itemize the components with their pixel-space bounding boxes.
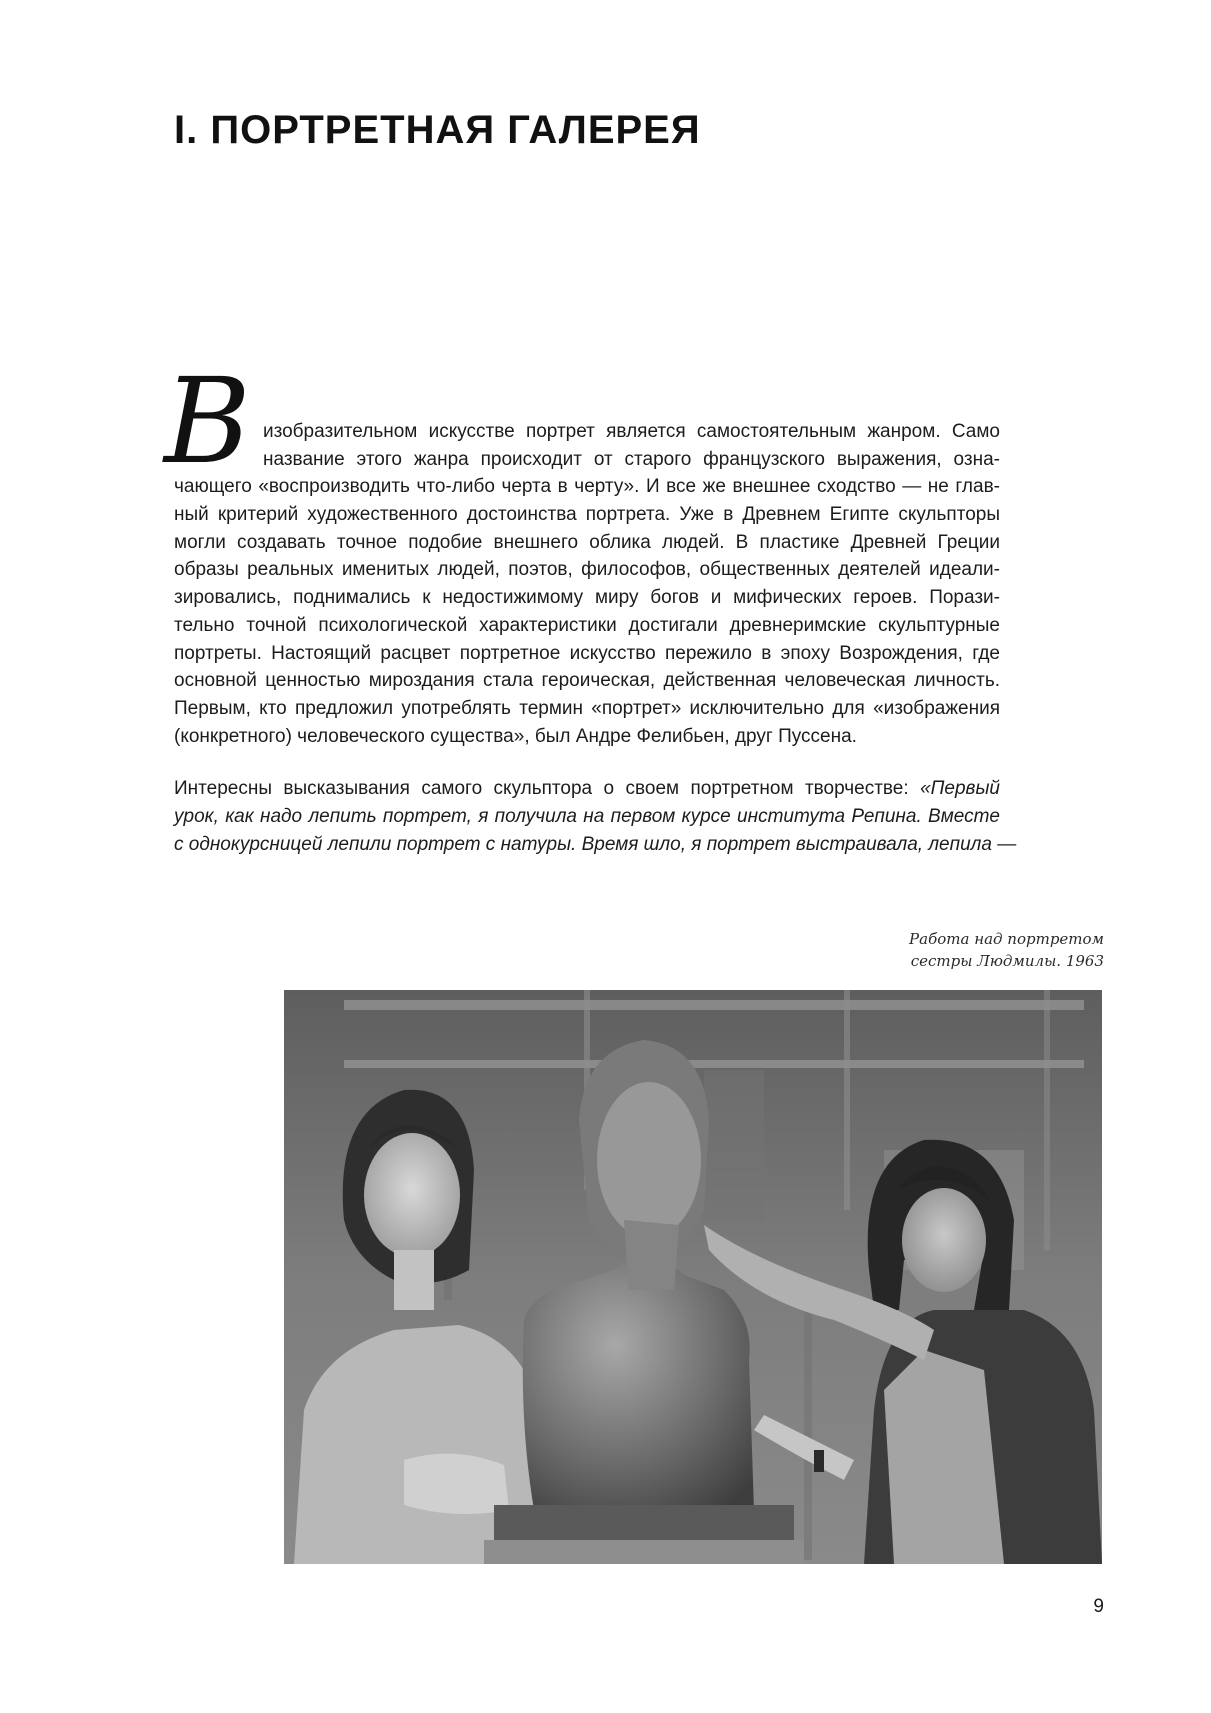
- body-text: [164, 352, 1017, 858]
- paragraph-line: образы реальных именитых людей, поэтов, философов, общественных деятелей идеали-: [174, 559, 1000, 581]
- photo-caption: [909, 928, 1104, 972]
- caption-line: сестры Людмилы. 1963: [910, 952, 1104, 970]
- paragraph-line: ный критерий художественного достоинства портрета. Уже в Древнем Египте скульпторы: [174, 504, 1000, 526]
- quote-start: «Первый: [920, 778, 1000, 800]
- paragraph-line: Первым, кто предложил употреблять термин «портрет» исключительно для «изображения: [174, 697, 1000, 719]
- paragraph-line: (конкретного) человеческого существа», был Андре Фелибьен, друг Пуссена.: [174, 725, 857, 747]
- paragraph-line: чающего «воспроизводить что-либо черта в черту». И все же внешнее сходство — не глав-: [174, 476, 1000, 498]
- quote-intro-line: [174, 775, 1000, 803]
- paragraph-line: портреты. Настоящий расцвет портретное искусство пережило в эпоху Возрождения, где: [174, 642, 1000, 664]
- studio-photo: [284, 990, 1102, 1564]
- paragraph-line: тельно точной психологической характеристики достигали древнеримские скульптурные: [174, 614, 1000, 636]
- paragraph-line: могли создавать точное подобие внешнего облика людей. В пластике Древней Греции: [174, 531, 1000, 553]
- paragraph-line: название этого жанра происходит от старого французского выражения, озна-: [263, 448, 1000, 470]
- quote-line: с однокурсницей лепили портрет с натуры. Время шло, я портрет выстраивала, лепила —: [174, 833, 1017, 855]
- quote-line: урок, как надо лепить портрет, я получила на первом курсе института Репина. Вместе: [174, 805, 1000, 827]
- page-number: 9: [1093, 1596, 1104, 1617]
- caption-line: Работа над портретом: [909, 930, 1104, 948]
- drop-cap: В: [164, 352, 251, 490]
- paragraph-line: изобразительном искусстве портрет является самостоятельным жанром. Само: [263, 421, 1000, 442]
- paragraph-line: зировались, поднимались к недостижимому миру богов и мифических героев. Порази-: [174, 587, 1000, 609]
- quote-intro-text: Интересны высказывания самого скульптора о своем портретном творчестве:: [174, 778, 921, 800]
- chapter-title: I. ПОРТРЕТНАЯ ГАЛЕРЕЯ: [174, 108, 701, 152]
- paragraph-line: основной ценностью мироздания стала героическая, действенная человеческая личность.: [174, 670, 1000, 692]
